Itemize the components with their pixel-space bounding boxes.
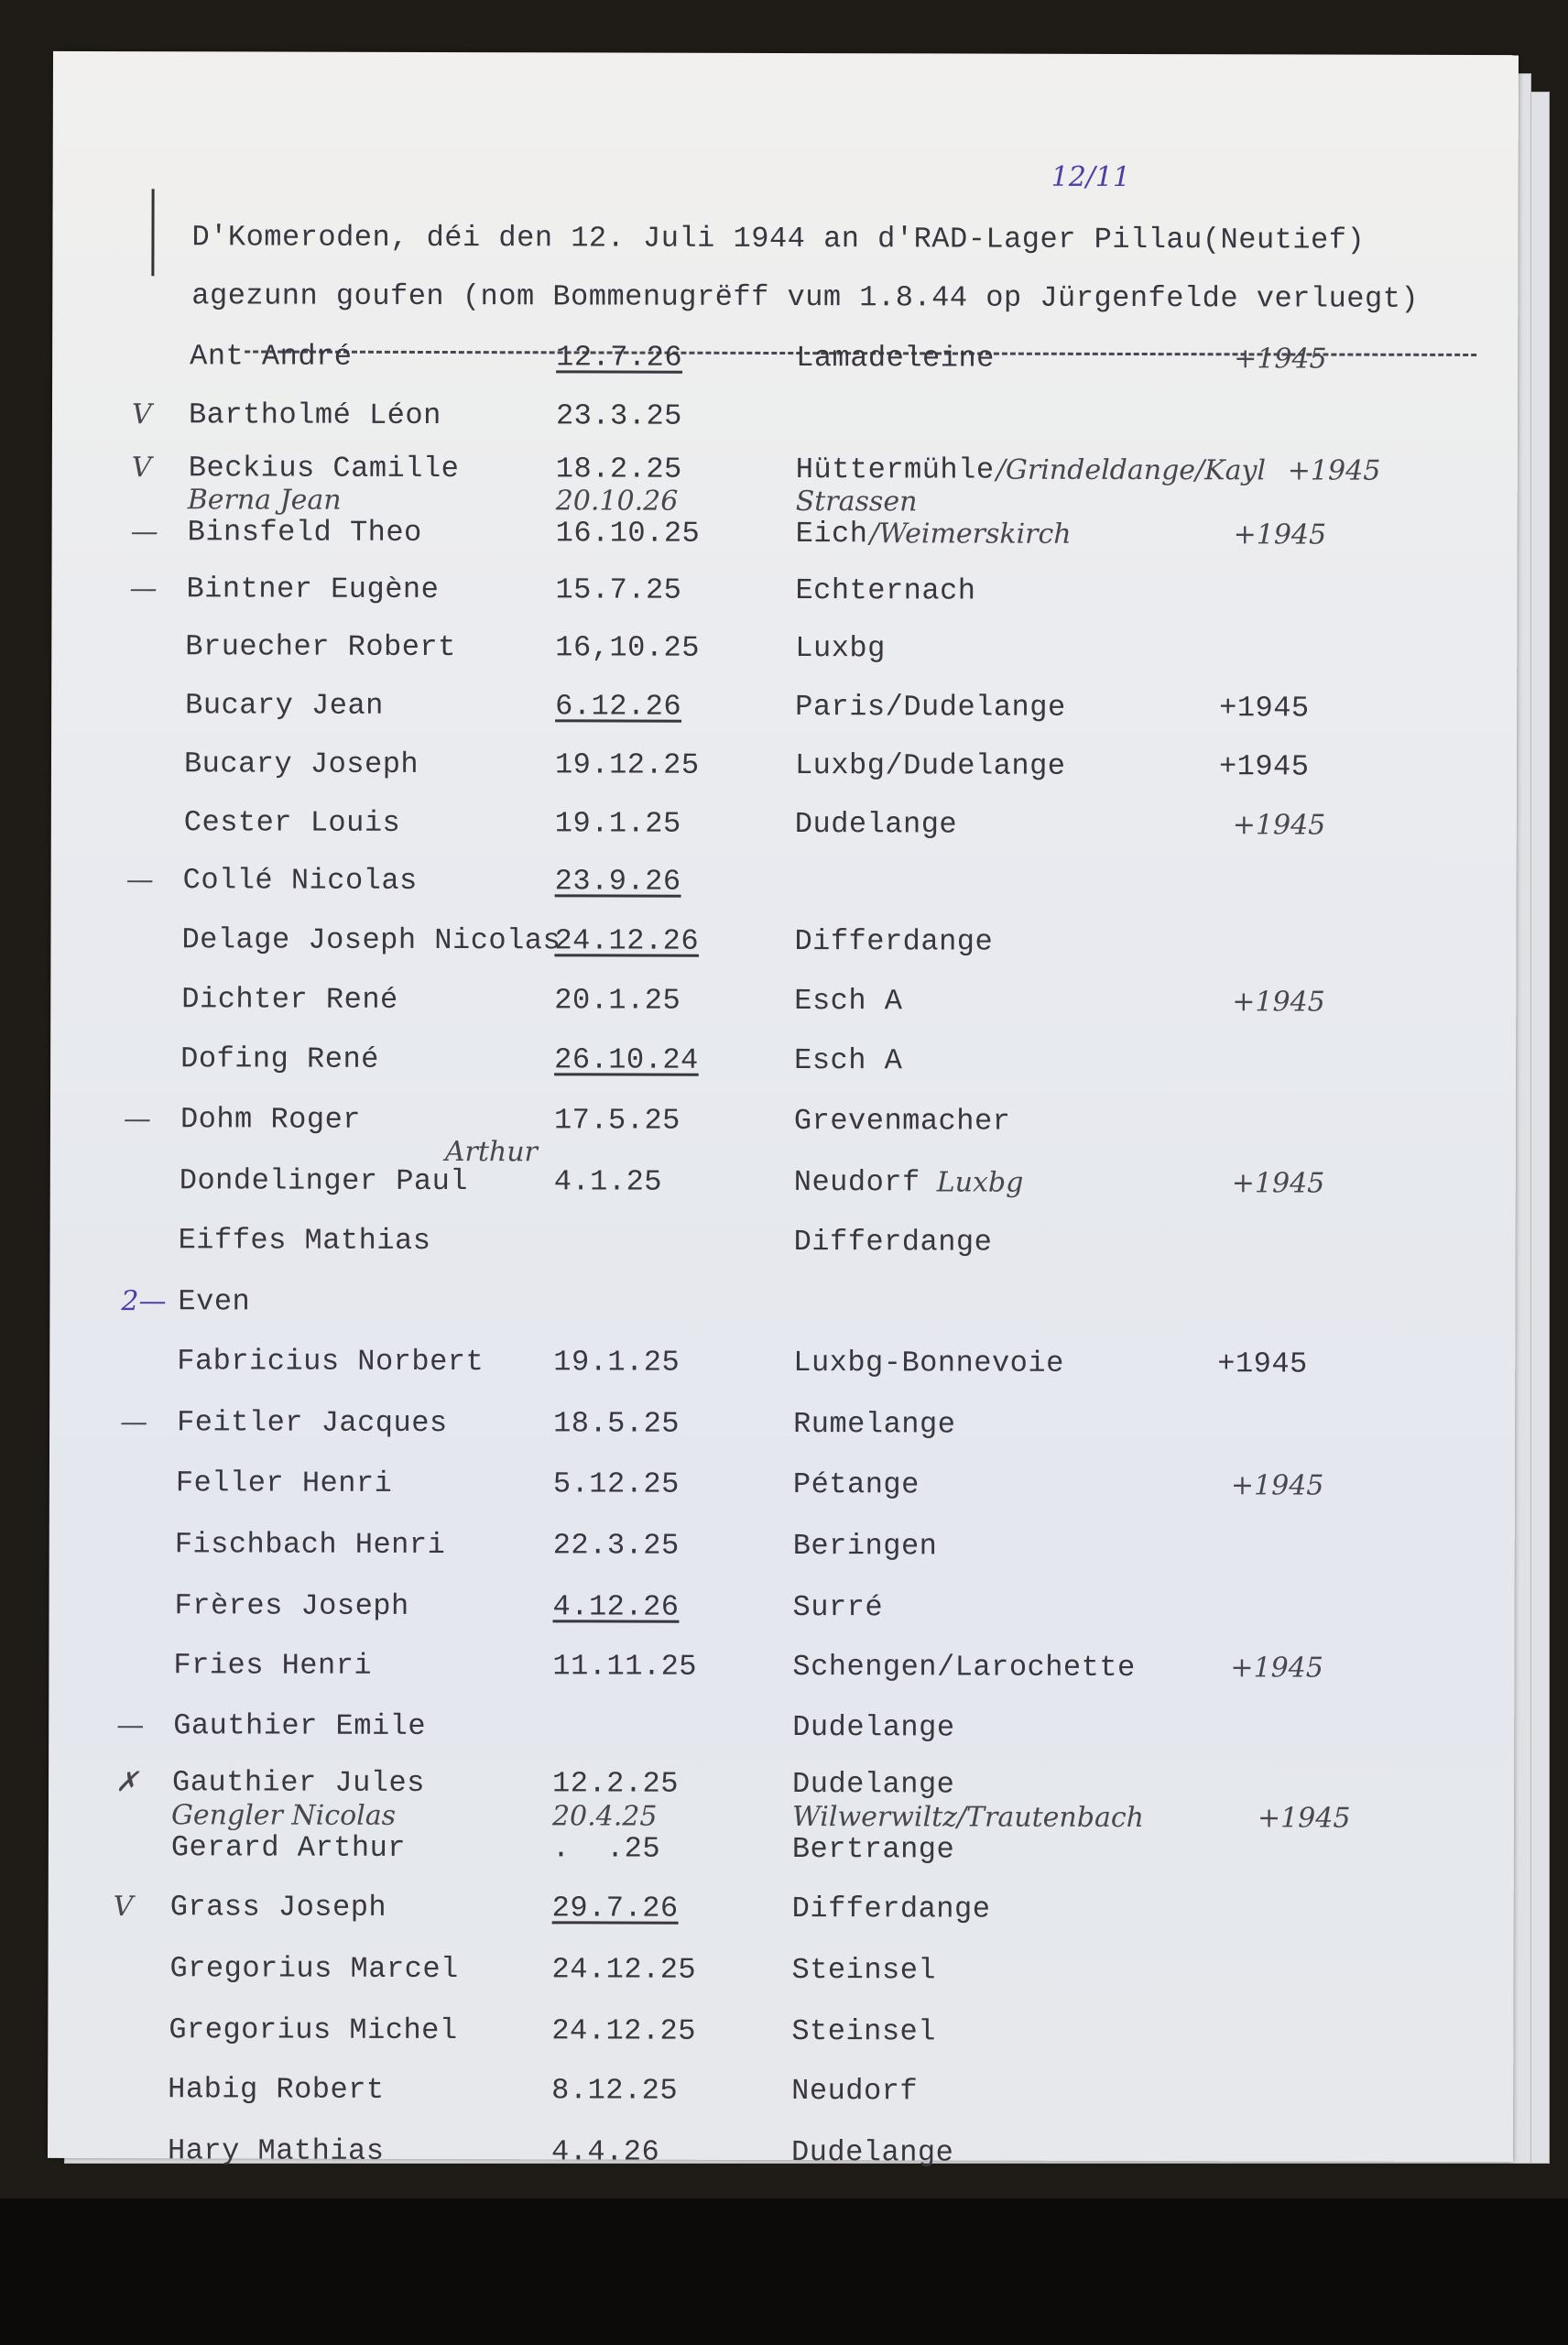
birth-date: 19.1.25 [553,1345,681,1380]
place: Steinsel [791,1953,937,1988]
place: Esch A [794,1043,903,1078]
place: Dudelange [792,1767,955,1802]
birth-date: 24.12.25 [551,1952,697,1987]
birth-date: 15.7.25 [555,573,682,607]
margin-check-mark: — [125,864,154,897]
background-shadow [0,2198,1568,2345]
death-note: +1945 [1232,809,1326,842]
place-annotation: /Weimerskirch [869,518,1072,551]
place: Esch A [794,984,903,1019]
place: Neudorf [791,2074,919,2109]
place: Beringen [792,1529,938,1564]
place: Dudelange [794,807,958,842]
birth-date: 23.3.25 [555,398,682,433]
person-name: Fischbach Henri [174,1527,446,1563]
margin-check-mark: V [113,1891,134,1924]
person-name: Fabricius Norbert [177,1344,485,1380]
person-name: Bucary Joseph [183,747,419,781]
birth-date: 11.11.25 [552,1649,698,1684]
place: Rumelange [793,1407,956,1442]
name-annotation: Arthur [444,1136,538,1169]
person-name: Habig Robert [168,2072,385,2107]
birth-date: 4.4.26 [550,2134,660,2169]
person-name: Bruecher Robert [185,629,456,665]
birth-date: 18.5.25 [553,1406,681,1441]
person-name: Gauthier Emile [173,1708,427,1743]
place: Luxbg [795,631,886,666]
birth-date: 19.1.25 [554,806,681,841]
birth-date: 16.10.25 [555,516,701,551]
place: Neudorf [793,1165,920,1200]
person-name: Dondelinger Paul [179,1163,469,1199]
person-name: Bucary Jean [185,688,384,723]
birth-date: 22.3.25 [552,1528,680,1563]
margin-check-mark: — [130,516,158,549]
person-name: Gregorius Michel [169,2012,458,2048]
margin-check-mark: V [131,452,152,485]
place: Pétange [792,1467,920,1502]
person-name: Bartholmé Léon [188,398,441,433]
person-name: Feitler Jacques [177,1405,448,1441]
place: Steinsel [791,2014,937,2049]
person-name: Grass Joseph [169,1890,387,1925]
margin-check-mark: — [120,1406,148,1439]
person-name: Gerard Arthur [170,1830,407,1865]
person-name: Cester Louis [183,805,401,840]
margin-check-mark: ✗ [115,1766,139,1799]
header-annotation: 12/11 [1051,160,1131,193]
birth-date: 24.12.25 [551,2013,697,2048]
document-page [48,51,1519,2170]
person-name: Gregorius Marcel [169,1951,459,1987]
birth-date: 24.12.26 [554,923,700,958]
birth-date: 20.10.26 [555,485,679,518]
birth-date: 12.7.26 [556,340,683,375]
margin-check-mark: — [123,1103,152,1136]
death-note: +1945 [1232,986,1325,1019]
place: Eich [795,517,868,551]
birth-date: 19.12.25 [554,747,700,782]
person-name: Bintner Eugène [186,572,440,607]
death-note: +1945 [1231,1167,1325,1200]
birth-date: 20.1.25 [554,983,681,1018]
birth-date: 8.12.25 [551,2073,679,2108]
person-name: Hary Mathias [167,2133,385,2168]
margin-check-mark: V [131,398,152,431]
place: Paris/Dudelange [795,690,1066,725]
person-name: Eiffes Mathias [178,1223,431,1258]
birth-date: 20.4.25 [551,1800,658,1833]
birth-date: 5.12.25 [552,1467,680,1501]
person-name: Feller Henri [175,1466,393,1500]
place: Differdange [794,924,994,959]
place: Bertrange [791,1832,955,1867]
death-note: +1945 [1219,691,1310,725]
person-name: Fries Henri [173,1648,373,1683]
person-name: Dohm Roger [180,1102,362,1137]
birth-date: 18.2.25 [555,452,682,486]
header-line-1: D'Komeroden, déi den 12. Juli 1944 an d'RAD-Lager Pillau(Neutief) [191,220,1366,257]
place-annotation: Luxbg [936,1166,1024,1199]
place: Differdange [793,1225,993,1260]
birth-date: 26.10.24 [554,1042,699,1077]
place: Strassen [795,485,918,518]
birth-date: 23.9.26 [554,864,681,899]
place-annotation: /Grindeldange/Kayl [996,453,1267,487]
place: Schengen/Larochette [792,1650,1136,1685]
person-name: Delage Joseph Nicolas [181,922,561,958]
birth-date: 17.5.25 [553,1103,681,1138]
place: Luxbg/Dudelange [794,748,1066,783]
place: Grevenmacher [793,1104,1011,1139]
death-note: +1945 [1217,1347,1308,1381]
person-name: Even [178,1284,251,1319]
person-name: Collé Nicolas [182,863,418,898]
place: Echternach [795,573,976,608]
margin-check-mark: — [129,573,158,605]
place: Dudelange [792,1710,955,1745]
birth-date: 16,10.25 [555,630,700,665]
place: Luxbg-Bonnevoie [793,1346,1064,1380]
person-name: Berna Jean [187,484,342,517]
person-name: Dichter René [181,982,398,1017]
person-name: Binsfeld Theo [187,515,422,550]
place: Lamadeleine [796,341,995,376]
margin-check-mark: — [116,1709,145,1742]
person-name: Frères Joseph [174,1588,409,1623]
death-note: +1945 [1218,749,1310,784]
header-line-2: agezunn goufen (nom Bommenugrëff vum 1.8.44 op Jürgenfelde verluegt) [191,278,1420,316]
person-name: Gauthier Jules [172,1765,425,1800]
person-name: Dofing René [180,1042,379,1076]
death-note: +1945 [1233,518,1327,551]
place: Surré [792,1590,884,1625]
birth-date: . .25 [551,1831,661,1866]
birth-date: 29.7.26 [551,1891,679,1925]
margin-check-mark: 2— [121,1285,167,1318]
place: Dudelange [790,2135,954,2170]
birth-date: 12.2.25 [552,1766,680,1801]
place: Differdange [791,1892,991,1926]
death-note: +1945 [1234,343,1327,376]
death-note: +1945 [1257,1802,1351,1835]
person-name: Gengler Nicolas [170,1799,397,1832]
person-name: Ant André [190,339,353,374]
margin-mark [151,189,154,276]
birth-date: 4.12.26 [552,1589,680,1624]
birth-date: 6.12.26 [555,689,682,724]
person-name: Beckius Camille [188,451,460,486]
place: Wilwerwiltz/Trautenbach [791,1801,1145,1835]
death-note: +1945 [1230,1652,1323,1685]
birth-date: 4.1.25 [553,1164,663,1199]
death-note: +1945 [1287,454,1381,487]
death-note: +1945 [1230,1469,1324,1502]
place: Hüttermühle [795,453,995,487]
